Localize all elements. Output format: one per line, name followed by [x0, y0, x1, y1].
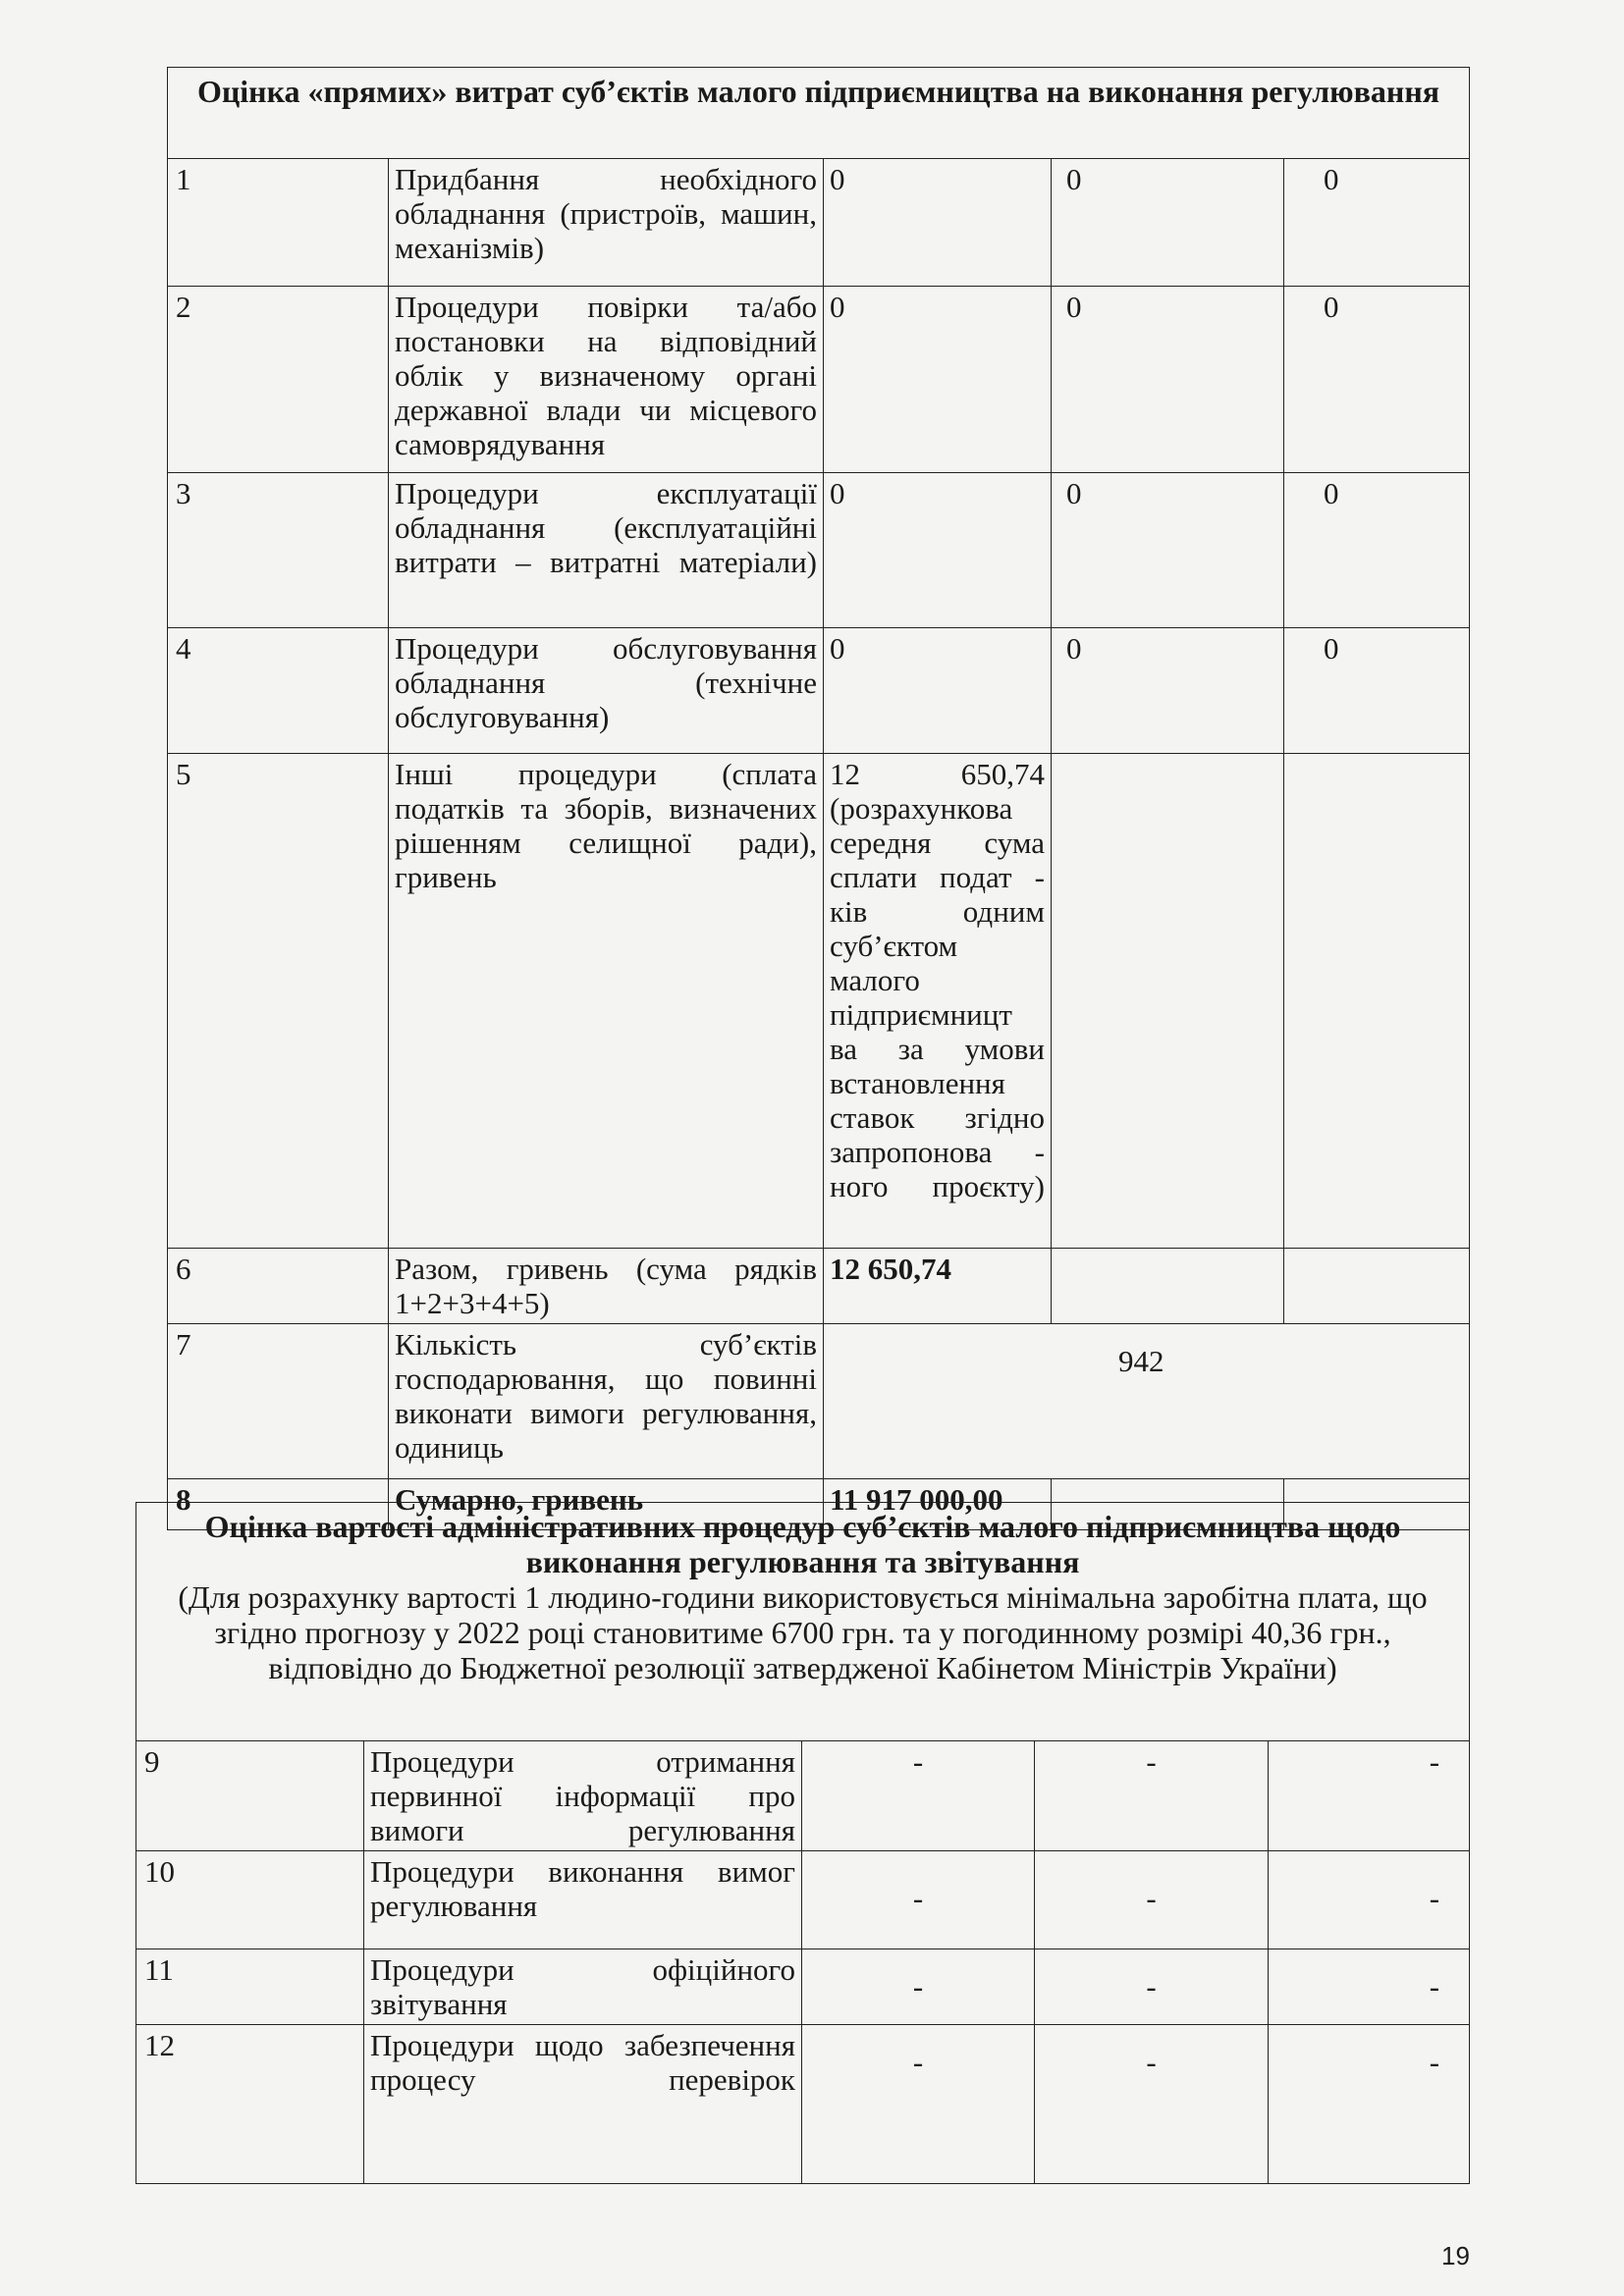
row-value-1: -: [802, 1741, 1035, 1851]
row-value-1: 942: [824, 1324, 1470, 1479]
section2-title-row: [136, 1503, 1470, 1741]
row-value-2: 0: [1052, 159, 1284, 287]
row-label: Процедури виконання вимог регулювання: [364, 1851, 802, 1949]
row-value-3: -: [1269, 1949, 1470, 2025]
table-row: [136, 1851, 1470, 1949]
row-number: 4: [168, 628, 389, 754]
direct-costs-table: [167, 67, 1470, 1530]
row-value-2: 0: [1052, 287, 1284, 473]
row-value-2: [1052, 1249, 1284, 1324]
row-number: 10: [136, 1851, 364, 1949]
table-row: [136, 1949, 1470, 2025]
row-label: Процедури отримання первинної інформації про вимоги регулювання: [364, 1741, 802, 1851]
row-value-2: -: [1035, 1851, 1269, 1949]
row-label: Інші процедури (сплата податків та зборів, визначених рішенням селищної ради), гривень: [389, 754, 824, 1249]
row-value-2: 0: [1052, 473, 1284, 628]
row-value-1: -: [802, 1949, 1035, 2025]
row-value-1: 11 917 000,00: [824, 1479, 1052, 1530]
row-number: 1: [168, 159, 389, 287]
row-number: 9: [136, 1741, 364, 1851]
table-row: [136, 2025, 1470, 2184]
row-value-1: 0: [824, 287, 1052, 473]
table-row: [168, 159, 1470, 287]
row-value-1: 0: [824, 159, 1052, 287]
row-value-1: 0: [824, 628, 1052, 754]
row-number: 8: [168, 1479, 389, 1530]
row-value-2: -: [1035, 2025, 1269, 2184]
admin-costs-table: [135, 1502, 1470, 2184]
row-label: Разом, гривень (сума рядків 1+2+3+4+5): [389, 1249, 824, 1324]
row-value-1: -: [802, 1851, 1035, 1949]
row-value-3: -: [1269, 1741, 1470, 1851]
row-value-3: -: [1269, 1851, 1470, 1949]
row-value-2: [1052, 754, 1284, 1249]
row-label: Процедури щодо забезпечення процесу перевірок: [364, 2025, 802, 2184]
row-value-2: -: [1035, 1949, 1269, 2025]
table-title-row: [168, 68, 1470, 159]
section2-note: (Для розрахунку вартості 1 людино-години використовується мінімальна заробітна плата, що згідно прогнозу у 2022 році становитиме 6700 грн. та у погодинному розмірі 40,36 грн., відповідно до Бюджетної резолюції затвердженої Кабінетом Міністрів України): [178, 1579, 1428, 1685]
section2-header: [136, 1503, 1470, 1741]
row-label: Сумарно, гривень: [389, 1479, 824, 1530]
row-number: 5: [168, 754, 389, 1249]
table-row: [168, 1324, 1470, 1479]
row-value-3: -: [1269, 2025, 1470, 2184]
row-label: Процедури офіційного звітування: [364, 1949, 802, 2025]
row-value-3: 0: [1284, 159, 1470, 287]
row-value-3: 0: [1284, 628, 1470, 754]
row-value-1: -: [802, 2025, 1035, 2184]
table-row: [168, 473, 1470, 628]
row-value-1: 12 650,74: [824, 1249, 1052, 1324]
row-number: 12: [136, 2025, 364, 2184]
row-number: 11: [136, 1949, 364, 2025]
section2-title: Оцінка вартості адміністративних процедур суб’єктів малого підприємництва щодо виконання регулювання та звітування: [204, 1509, 1401, 1579]
section1-title: Оцінка «прямих» витрат суб’єктів малого підприємництва на виконання регулювання: [168, 68, 1470, 159]
table-row: [168, 628, 1470, 754]
row-label: Процедури експлуатації обладнання (експлуатаційні витрати – витратні матеріали): [389, 473, 824, 628]
table-row: [136, 1741, 1470, 1851]
table-row: [168, 1249, 1470, 1324]
row-number: 7: [168, 1324, 389, 1479]
row-value-2: -: [1035, 1741, 1269, 1851]
row-value-2: 0: [1052, 628, 1284, 754]
row-label: Процедури обслуговування обладнання (технічне обслуговування): [389, 628, 824, 754]
row-label: Придбання необхідного обладнання (пристроїв, машин, механізмів): [389, 159, 824, 287]
page-number: 19: [1441, 2241, 1470, 2270]
table-row: [168, 287, 1470, 473]
row-number: 2: [168, 287, 389, 473]
row-value-3: [1284, 754, 1470, 1249]
row-value-3: 0: [1284, 473, 1470, 628]
row-number: 3: [168, 473, 389, 628]
row-value-3: 0: [1284, 287, 1470, 473]
row-value-3: [1284, 1249, 1470, 1324]
row-value-1: 0: [824, 473, 1052, 628]
row-label: Кількість суб’єктів господарювання, що повинні виконати вимоги регулювання, одиниць: [389, 1324, 824, 1479]
table-row: [168, 754, 1470, 1249]
row-value-1: 12 650,74 (розрахункова середня сума сплати подат - ків одним суб’єктом малого підприємницт ва за умови встановлення ставок згідно запропонова - ного проєкту): [824, 754, 1052, 1249]
row-number: 6: [168, 1249, 389, 1324]
row-label: Процедури повірки та/або постановки на відповідний облік у визначеному органі державної влади чи місцевого самоврядування: [389, 287, 824, 473]
